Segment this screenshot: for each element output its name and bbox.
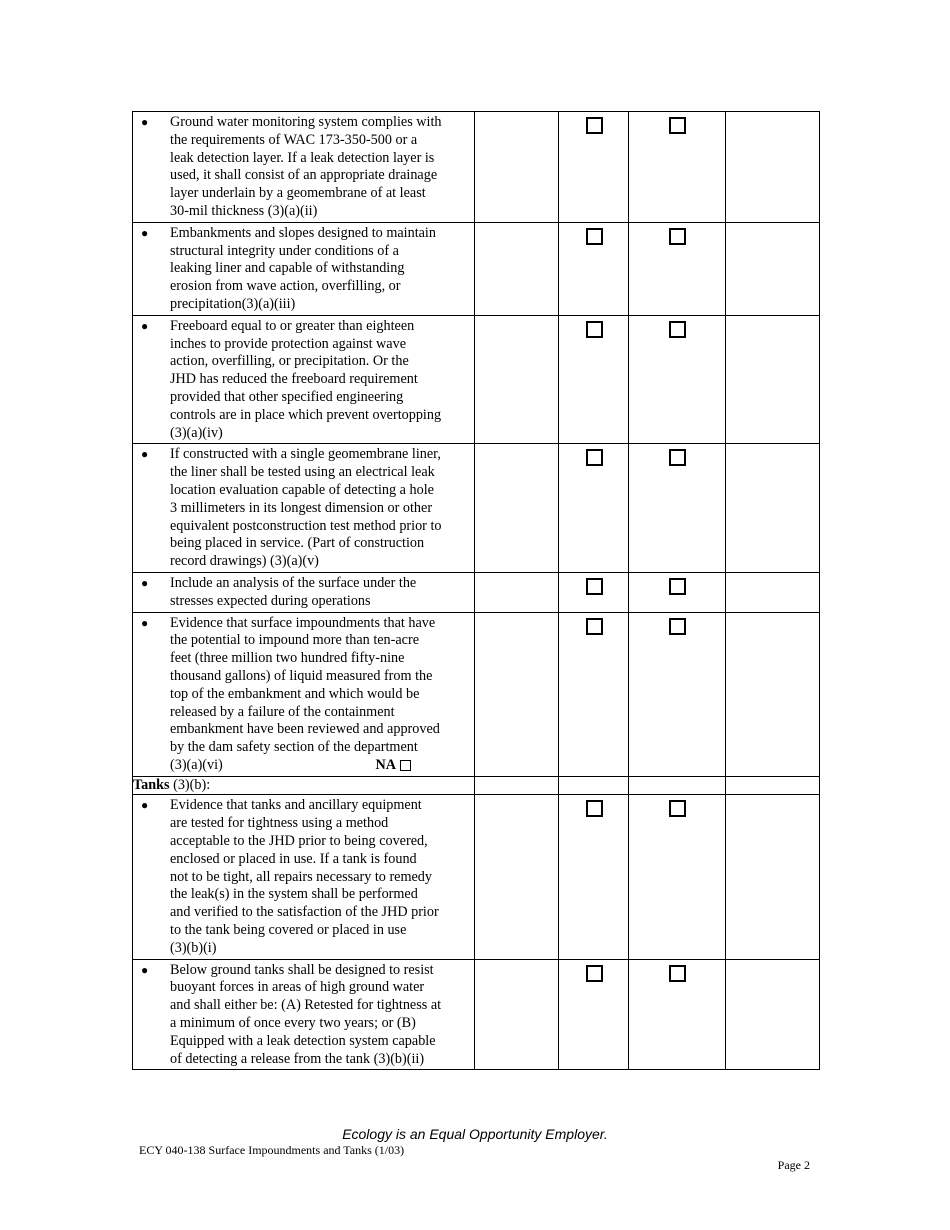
notes-cell[interactable] (726, 795, 820, 959)
checkbox-no[interactable] (669, 449, 686, 466)
na-option: NA (376, 757, 412, 775)
checkbox-no[interactable] (669, 228, 686, 245)
no-cell (629, 315, 726, 444)
bullet-icon: ● (141, 798, 149, 813)
section-header-row (133, 776, 820, 795)
notes-cell[interactable] (726, 612, 820, 776)
notes-cell[interactable] (726, 315, 820, 444)
blank-cell (726, 776, 820, 795)
bullet-icon: ● (141, 318, 149, 333)
checkbox-yes[interactable] (586, 321, 603, 338)
checkbox-yes[interactable] (586, 228, 603, 245)
checklist-row (133, 315, 820, 444)
requirement-description: ● Ground water monitoring system complies with the requirements of WAC 173-350-500 or a leak detection layer. If a leak detection layer is used, it shall consist of an appropriate drainage layer underlain by a geomembrane of at least 30-mil thickness (3)(a)(ii) (133, 112, 475, 223)
yes-cell (559, 959, 629, 1070)
yes-cell (559, 315, 629, 444)
yes-cell (559, 222, 629, 315)
form-identifier: ECY 040-138 Surface Impoundments and Tanks (1/03) (139, 1143, 405, 1157)
checkbox-yes[interactable] (586, 965, 603, 982)
checkbox-na[interactable] (400, 760, 411, 771)
blank-cell (559, 776, 629, 795)
blank-cell (475, 315, 559, 444)
requirement-description: ● Embankments and slopes designed to maintain structural integrity under conditions of a leaking liner and capable of withstanding erosion from wave action, overfilling, or precipitation(3)(a)(iii) (133, 222, 475, 315)
no-cell (629, 112, 726, 223)
blank-cell (475, 222, 559, 315)
blank-cell (475, 795, 559, 959)
yes-cell (559, 572, 629, 612)
requirement-description: ● Freeboard equal to or greater than eighteen inches to provide protection against wave action, overfilling, or precipitation. Or the JHD has reduced the freeboard requirement provided that other specified engineering controls are in place which prevent overtopping (3)(a)(iv) (133, 315, 475, 444)
checklist-row (133, 444, 820, 573)
requirement-description: ● If constructed with a single geomembrane liner, the liner shall be tested using an electrical leak location evaluation capable of detecting a hole 3 millimeters in its longest dimension or other equivalent postconstruction test method prior to being placed in service. (Part of construction record drawings) (3)(a)(v) (133, 444, 475, 573)
blank-cell (475, 959, 559, 1070)
requirement-description: ● Include an analysis of the surface under the stresses expected during operations (133, 572, 475, 612)
bullet-icon: ● (141, 615, 149, 630)
checkbox-no[interactable] (669, 800, 686, 817)
no-cell (629, 795, 726, 959)
notes-cell[interactable] (726, 222, 820, 315)
checklist-row (133, 112, 820, 223)
bullet-icon: ● (141, 447, 149, 462)
requirements-checklist-table (132, 111, 820, 1070)
checkbox-yes[interactable] (586, 800, 603, 817)
yes-cell (559, 444, 629, 573)
requirement-description: ● Evidence that tanks and ancillary equipment are tested for tightness using a method acceptable to the JHD prior to being covered, enclosed or placed in use. If a tank is found not to be tight, all repairs necessary to remedy the leak(s) in the system shall be performed and verified to the satisfaction of the JHD prior to the tank being covered or placed in use (3)(b)(i) (133, 795, 475, 959)
no-cell (629, 572, 726, 612)
no-cell (629, 612, 726, 776)
checklist-row (133, 222, 820, 315)
requirement-description: ● Evidence that surface impoundments that have the potential to impound more than ten-acre feet (three million two hundred fifty-nine thousand gallons) of liquid measured from the top of the embankment and which would be released by a failure of the containment embankment have been reviewed and approved by the dam safety section of the department (3)(a)(vi) NA (133, 612, 475, 776)
section-header-tanks: Tanks (3)(b): (133, 776, 475, 795)
checkbox-yes[interactable] (586, 117, 603, 134)
checkbox-no[interactable] (669, 618, 686, 635)
notes-cell[interactable] (726, 959, 820, 1070)
notes-cell[interactable] (726, 444, 820, 573)
no-cell (629, 222, 726, 315)
checkbox-no[interactable] (669, 578, 686, 595)
checklist-row (133, 959, 820, 1070)
blank-cell (475, 612, 559, 776)
bullet-icon: ● (141, 225, 149, 240)
bullet-icon: ● (141, 575, 149, 590)
notes-cell[interactable] (726, 572, 820, 612)
yes-cell (559, 612, 629, 776)
checklist-row (133, 572, 820, 612)
checkbox-no[interactable] (669, 321, 686, 338)
checklist-row (133, 612, 820, 776)
blank-cell (475, 776, 559, 795)
blank-cell (629, 776, 726, 795)
bullet-icon: ● (141, 962, 149, 977)
requirement-description: ● Below ground tanks shall be designed to resist buoyant forces in areas of high ground water and shall either be: (A) Retested for tightness at a minimum of once every two years; or (B) Equipped with a leak detection system capable of detecting a release from the tank (3)(b)(ii) (133, 959, 475, 1070)
checkbox-yes[interactable] (586, 449, 603, 466)
blank-cell (475, 444, 559, 573)
equal-opportunity-statement: Ecology is an Equal Opportunity Employer. (342, 1126, 608, 1142)
yes-cell (559, 795, 629, 959)
notes-cell[interactable] (726, 112, 820, 223)
no-cell (629, 444, 726, 573)
checkbox-yes[interactable] (586, 618, 603, 635)
yes-cell (559, 112, 629, 223)
blank-cell (475, 572, 559, 612)
bullet-icon: ● (141, 115, 149, 129)
na-option-line: (3)(a)(vi) NA (170, 757, 470, 775)
checklist-row (133, 795, 820, 959)
blank-cell (475, 112, 559, 223)
checkbox-no[interactable] (669, 965, 686, 982)
page-number: Page 2 (777, 1158, 810, 1172)
checkbox-no[interactable] (669, 117, 686, 134)
checkbox-yes[interactable] (586, 578, 603, 595)
no-cell (629, 959, 726, 1070)
